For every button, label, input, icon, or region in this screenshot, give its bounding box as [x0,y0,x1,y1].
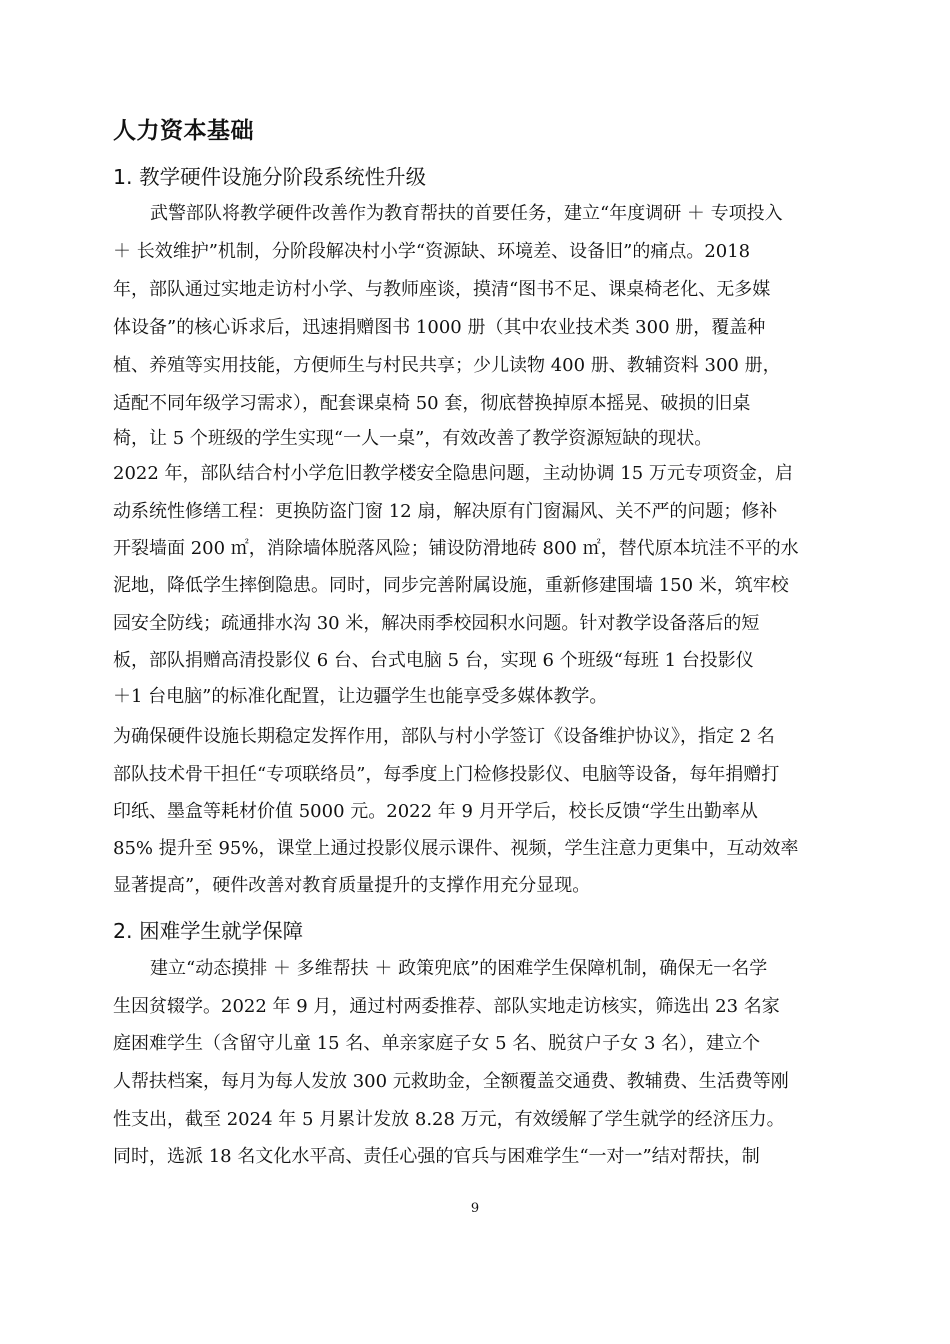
paragraph-line: 武警部队将教学硬件改善作为教育帮扶的首要任务，建立“年度调研 ＋ 专项投入 [150,203,783,224]
paragraph-line: 动系统性修缮工程：更换防盗门窗 12 扇，解决原有门窗漏风、关不严的问题；修补 [113,501,778,522]
paragraph-line: 泥地，降低学生摔倒隐患。同时，同步完善附属设施，重新修建围墙 150 米，筑牢校 [113,575,789,596]
paragraph-line: 植、养殖等实用技能，方便师生与村民共享；少儿读物 400 册、教辅资料 300 册， [113,355,781,376]
paragraph-line: 庭困难学生（含留守儿童 15 名、单亲家庭子女 5 名、脱贫户子女 3 名），建立个 [113,1033,761,1054]
paragraph-line: 显著提高”，硬件改善对教育质量提升的支撑作用充分显现。 [113,875,591,896]
paragraph-line: 椅，让 5 个班级的学生实现“一人一桌”，有效改善了教学资源短缺的现状。 [113,428,713,449]
paragraph-line: 同时，选派 18 名文化水平高、责任心强的官兵与困难学生“一对一”结对帮扶，制 [113,1146,760,1167]
paragraph-line: ＋ 长效维护”机制，分阶段解决村小学“资源缺、环境差、设备旧”的痛点。2018 [113,241,751,262]
paragraph-line: 性支出，截至 2024 年 5 月累计发放 8.28 万元，有效缓解了学生就学的经济压力。 [113,1109,785,1130]
subsection-heading-1: 1. 教学硬件设施分阶段系统性升级 [113,165,427,189]
page-number: 9 [470,1201,480,1216]
paragraph-line: 建立“动态摸排 ＋ 多维帮扶 ＋ 政策兜底”的困难学生保障机制，确保无一名学 [150,958,768,979]
paragraph-line: 开裂墙面 200 ㎡，消除墙体脱落风险；铺设防滑地砖 800 ㎡，替代原本坑洼不平的水 [113,538,799,559]
subsection-heading-2: 2. 困难学生就学保障 [113,919,304,943]
paragraph-line: 印纸、墨盒等耗材价值 5000 元。2022 年 9 月开学后，校长反馈“学生出勤率从 [113,801,758,822]
paragraph-line: 体设备”的核心诉求后，迅速捐赠图书 1000 册（其中农业技术类 300 册，覆盖种 [113,317,766,338]
paragraph-line: 为确保硬件设施长期稳定发挥作用，部队与村小学签订《设备维护协议》，指定 2 名 [113,726,775,747]
paragraph-line: 生因贫辍学。2022 年 9 月，通过村两委推荐、部队实地走访核实，筛选出 23 名家 [113,996,780,1017]
paragraph-line: ＋1 台电脑”的标准化配置，让边疆学生也能享受多媒体教学。 [113,686,608,707]
paragraph-line: 年，部队通过实地走访村小学、与教师座谈，摸清“图书不足、课桌椅老化、无多媒 [113,279,771,300]
paragraph-line: 适配不同年级学习需求），配套课桌椅 50 套，彻底替换掉原本摇晃、破损的旧桌 [113,393,751,414]
paragraph-line: 2022 年，部队结合村小学危旧教学楼安全隐患问题，主动协调 15 万元专项资金，启 [113,463,793,484]
paragraph-line: 板，部队捐赠高清投影仪 6 台、台式电脑 5 台，实现 6 个班级“每班 1 台投影仪 [113,650,754,671]
section-title: 人力资本基础 [113,118,254,144]
paragraph-line: 人帮扶档案，每月为每人发放 300 元救助金，全额覆盖交通费、教辅费、生活费等刚 [113,1071,789,1092]
paragraph-line: 园安全防线；疏通排水沟 30 米，解决雨季校园积水问题。针对教学设备落后的短 [113,613,760,634]
paragraph-line: 85% 提升至 95%，课堂上通过投影仪展示课件、视频，学生注意力更集中，互动效率 [113,838,799,859]
paragraph-line: 部队技术骨干担任“专项联络员”，每季度上门检修投影仪、电脑等设备，每年捐赠打 [113,764,780,785]
